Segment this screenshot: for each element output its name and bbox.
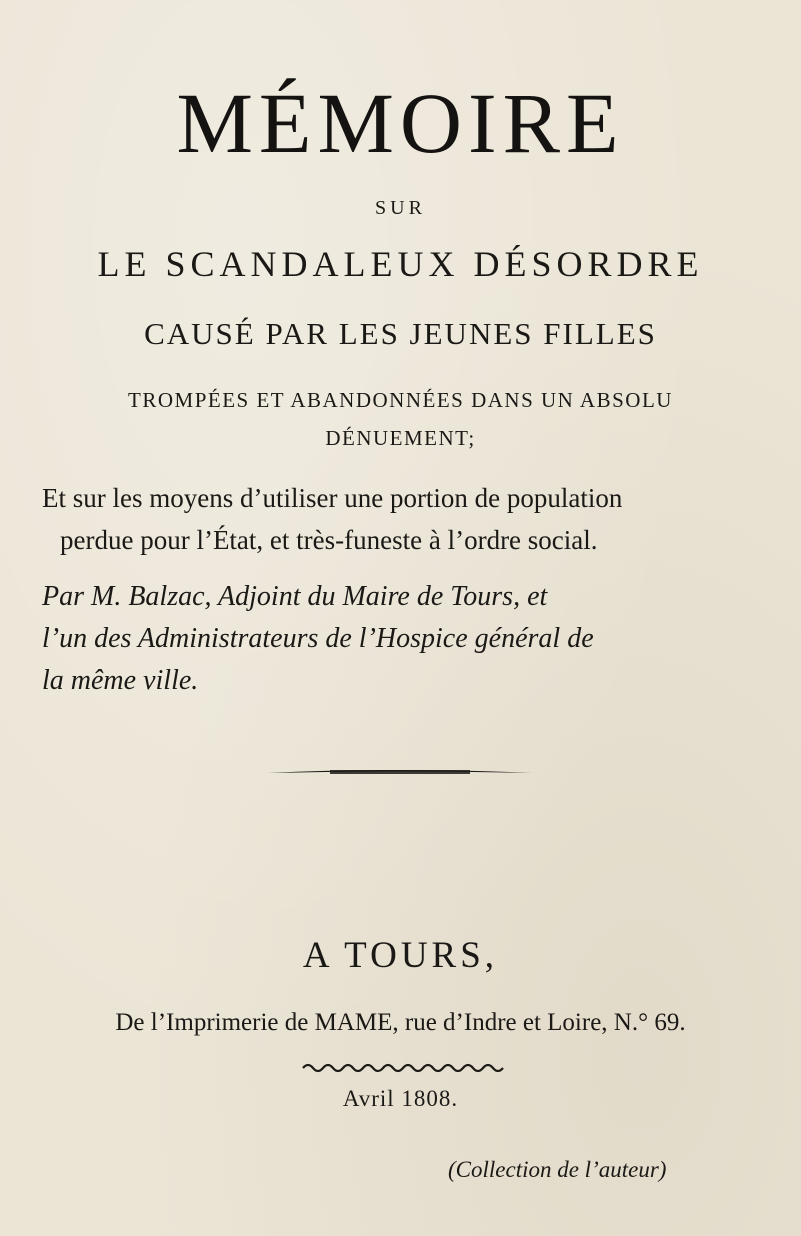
author-line-1: Par M. Balzac, Adjoint du Maire de Tours, et	[42, 581, 548, 612]
document-title: MÉMOIRE	[176, 75, 625, 171]
description-line-1: Et sur les moyens d’utiliser une portion de population	[42, 483, 623, 513]
imprint-printer: De l’Imprimerie de MAME, rue d’Indre et Loire, N.° 69.	[115, 1009, 686, 1036]
subtitle-line-3: TROMPÉES ET ABANDONNÉES DANS UN ABSOLU	[128, 388, 673, 412]
subtitle-line-2: CAUSÉ PAR LES JEUNES FILLES	[144, 316, 657, 351]
subtitle-line-1: LE SCANDALEUX DÉSORDRE	[97, 244, 704, 284]
author-paragraph	[42, 576, 767, 702]
subtitle-line-4: DÉNUEMENT;	[325, 426, 476, 450]
description-paragraph	[42, 477, 767, 561]
author-line-2: l’un des Administrateurs de l’Hospice général de	[42, 623, 594, 654]
author-line-3: la même ville.	[42, 665, 199, 696]
decorative-rule	[0, 768, 801, 776]
wavy-ornament	[0, 1062, 801, 1074]
collection-note: (Collection de l’auteur)	[448, 1157, 667, 1182]
imprint-place: A TOURS,	[302, 935, 499, 976]
title-connector-sur: SUR	[375, 197, 426, 219]
description-line-2: perdue pour l’État, et très-funeste à l’ordre social.	[60, 525, 598, 555]
imprint-date: Avril 1808.	[342, 1086, 459, 1111]
